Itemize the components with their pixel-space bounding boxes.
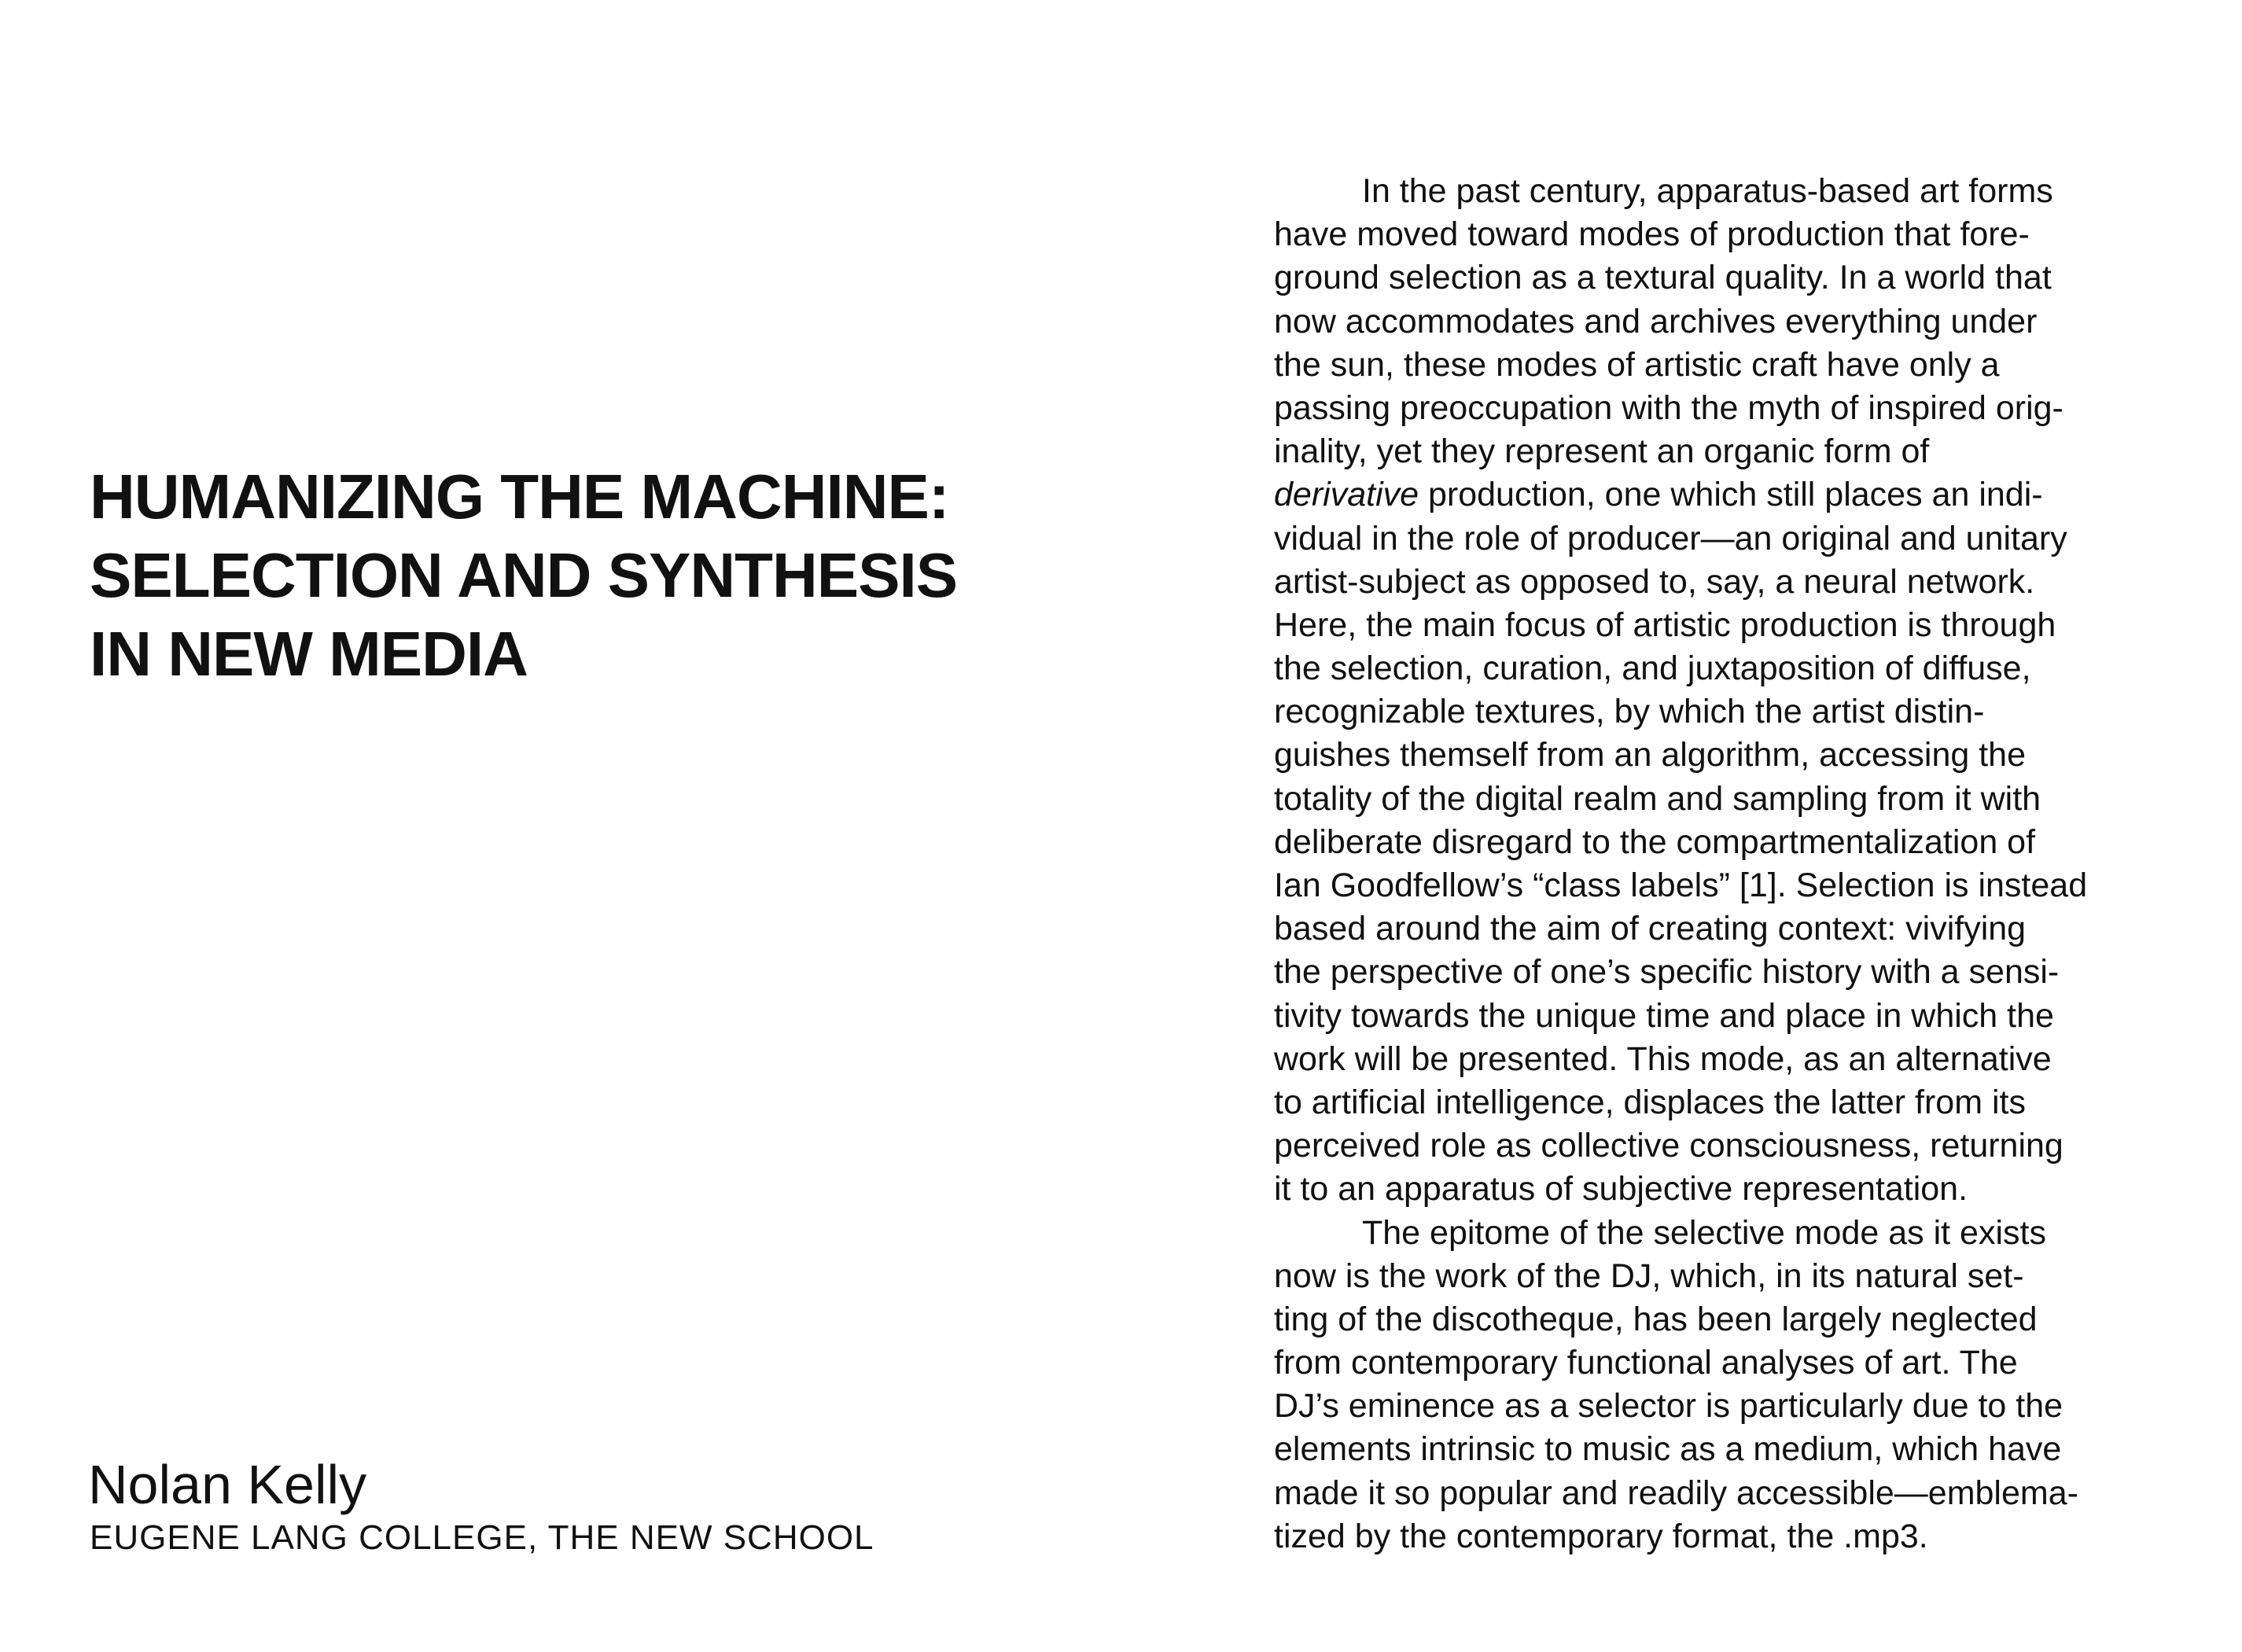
text-line: vidual in the role of producer—an original and unitary (1274, 519, 2067, 557)
title-line: SELECTION AND SYNTHESIS (90, 540, 958, 610)
text-line: the sun, these modes of artistic craft have only a (1274, 345, 2000, 384)
text-line: DJ’s eminence as a selector is particularly due to the (1274, 1387, 2063, 1426)
text-line: perceived role as collective consciousness, returning (1274, 1127, 2063, 1165)
text-line: the selection, curation, and juxtaposition of diffuse, (1274, 649, 2031, 688)
text-line: deliberate disregard to the compartmentalization of (1274, 822, 2036, 861)
text-line: guishes themself from an algorithm, accessing the (1274, 736, 2027, 774)
text-line: elements intrinsic to music as a medium, which have (1274, 1430, 2062, 1469)
text-line: In the past century, apparatus-based art forms (1362, 172, 2053, 210)
text-line: to artificial intelligence, displaces the latter from its (1274, 1083, 2026, 1121)
text-line: made it so popular and readily accessible—emblema- (1274, 1474, 2078, 1512)
text-line-rest: production, one which still places an indi- (1419, 476, 2043, 514)
text-line: based around the aim of creating context: vivifying (1274, 910, 2027, 948)
italic-word: derivative (1274, 476, 1419, 514)
body-text (1274, 170, 2170, 1558)
text-line: tized by the contemporary format, the .mp3. (1274, 1517, 1928, 1555)
text-line: recognizable textures, by which the artist distin- (1274, 693, 1985, 731)
text-line: it to an apparatus of subjective representation. (1274, 1170, 1968, 1209)
author-name: Nolan Kelly (88, 1454, 367, 1515)
text-line: the perspective of one’s specific history with a sensi- (1274, 953, 2060, 992)
text-line: now is the work of the DJ, which, in its natural set- (1274, 1256, 2024, 1295)
text-line: ting of the discotheque, has been largely neglected (1274, 1300, 2038, 1338)
author-affiliation: EUGENE LANG COLLEGE, THE NEW SCHOOL (90, 1518, 874, 1557)
text-line: ground selection as a textural quality. In a world that (1274, 259, 2052, 297)
article-title (90, 458, 957, 694)
title-line: IN NEW MEDIA (90, 619, 528, 689)
title-line: HUMANIZING THE MACHINE: (90, 462, 949, 532)
text-line: tivity towards the unique time and place in which the (1274, 996, 2054, 1035)
text-line: Here, the main focus of artistic production is through (1274, 605, 2056, 644)
text-line: now accommodates and archives everything under (1274, 302, 2038, 340)
text-line: have moved toward modes of production that fore- (1274, 215, 2030, 254)
text-line: artist-subject as opposed to, say, a neural network. (1274, 562, 2035, 601)
text-line: work will be presented. This mode, as an alternative (1274, 1039, 2052, 1078)
text-line: inality, yet they represent an organic form of (1274, 432, 1930, 471)
text-line: The epitome of the selective mode as it exists (1362, 1213, 2046, 1252)
text-line: Ian Goodfellow’s “class labels” [1]. Selection is instead (1274, 866, 2088, 904)
text-line: totality of the digital realm and sampling from it with (1274, 779, 2041, 818)
text-line (1274, 473, 2170, 517)
text-line: from contemporary functional analyses of art. The (1274, 1344, 2018, 1382)
text-line: passing preoccupation with the myth of inspired orig- (1274, 388, 2063, 427)
paragraph-1 (1274, 170, 2170, 1212)
paragraph-2 (1274, 1212, 2170, 1559)
